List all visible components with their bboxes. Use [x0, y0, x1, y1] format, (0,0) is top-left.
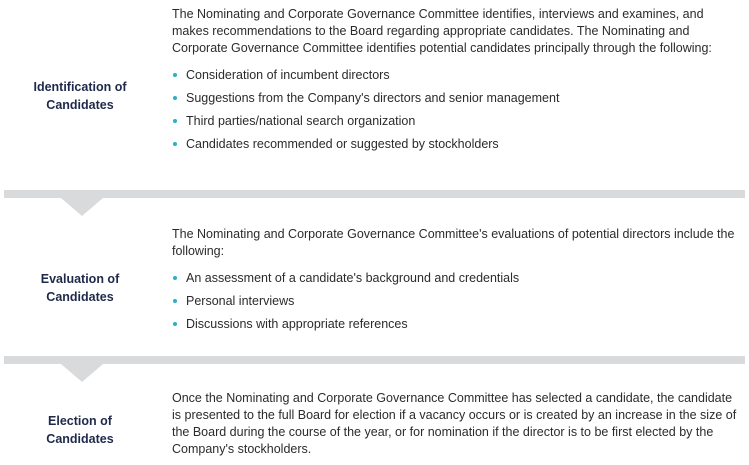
section-intro: The Nominating and Corporate Governance Committee's evaluations of potential directors include the following:: [172, 227, 735, 258]
bullet-icon: [173, 276, 177, 280]
section-label-evaluation: [0, 270, 160, 306]
list-item-text: An assessment of a candidate's background and credentials: [186, 271, 520, 285]
list-item-text: Third parties/national search organization: [186, 114, 416, 128]
list-item-text: Suggestions from the Company's directors and senior management: [186, 91, 560, 105]
list-item: [172, 270, 742, 287]
section-intro: Once the Nominating and Corporate Governance Committee has selected a candidate, the candidate is presented to the full Board for election if a vacancy occurs or is created by an increase in the size of the Board during the course of the year, or for nomination if the director is to be first elected by the Company's stockholders.: [172, 391, 737, 456]
bullet-icon: [173, 299, 177, 303]
criteria-list: [172, 270, 742, 333]
criteria-list: [172, 67, 742, 153]
section-label-identification: [0, 78, 160, 114]
list-item: [172, 136, 742, 153]
label-line-1: Identification of: [33, 80, 127, 94]
bullet-icon: [173, 322, 177, 326]
bullet-icon: [173, 96, 177, 100]
evaluation-section: [0, 218, 749, 358]
section-divider-chevron: [0, 190, 749, 218]
section-label-election: [0, 412, 160, 448]
bullet-icon: [173, 119, 177, 123]
label-line-1: Election of: [48, 414, 112, 428]
list-item: [172, 67, 742, 84]
bullet-icon: [173, 73, 177, 77]
identification-section: [0, 0, 749, 190]
bullet-icon: [173, 142, 177, 146]
list-item: [172, 113, 742, 130]
election-section: [0, 384, 749, 465]
list-item-text: Personal interviews: [186, 294, 295, 308]
section-intro: The Nominating and Corporate Governance Committee identifies, interviews and examines, and makes recommendations to the Board regarding appropriate candidates. The Nominating and Corporate Governance Committee identifies potential candidates principally through the following:: [172, 7, 712, 55]
list-item-text: Discussions with appropriate references: [186, 317, 408, 331]
list-item: [172, 293, 742, 310]
list-item-text: Consideration of incumbent directors: [186, 68, 390, 82]
section-content-election: [172, 390, 742, 458]
list-item-text: Candidates recommended or suggested by stockholders: [186, 137, 499, 151]
label-line-2: Candidates: [46, 290, 114, 304]
list-item: [172, 316, 742, 333]
section-divider-chevron: [0, 356, 749, 384]
section-content-evaluation: [172, 226, 742, 339]
section-content-identification: [172, 6, 742, 159]
label-line-2: Candidates: [46, 98, 114, 112]
label-line-2: Candidates: [46, 432, 114, 446]
label-line-1: Evaluation of: [40, 272, 120, 286]
list-item: [172, 90, 742, 107]
